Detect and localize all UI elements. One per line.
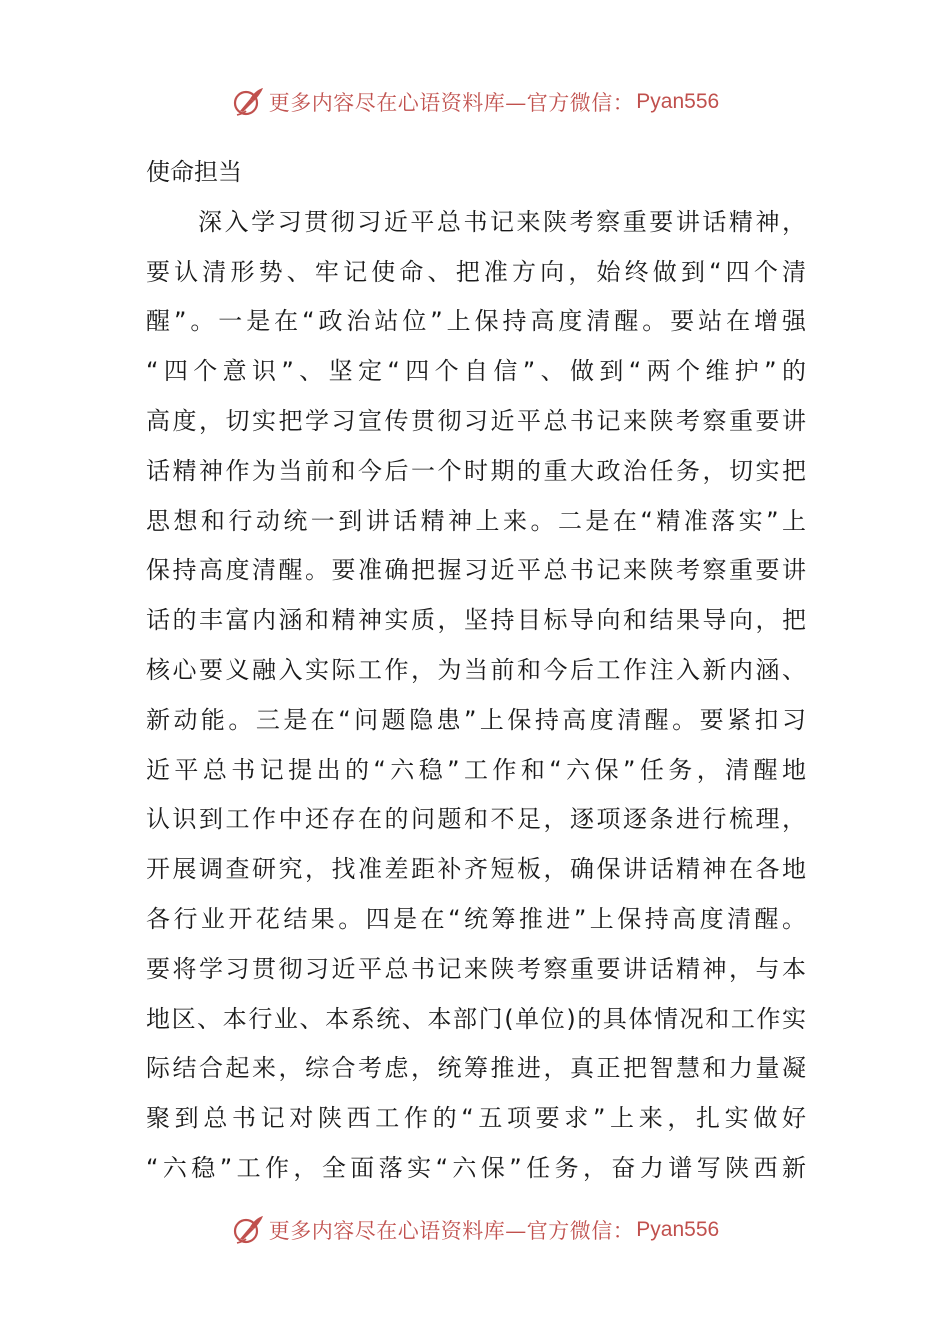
paragraph-line: 保持高度清醒。要准确把握习近平总书记来陕考察重要讲 (146, 556, 806, 585)
paragraph-line: “四个意识”、坚定“四个自信”、做到“两个维护”的 (146, 357, 806, 386)
section-heading-fragment: 使命担当 (146, 158, 242, 186)
watermark-wechat-id: Pyan556 (636, 1218, 720, 1241)
paragraph-line: 深入学习贯彻习近平总书记来陕考察重要讲话精神， (198, 207, 806, 236)
paragraph-line: 思想和行动统一到讲话精神上来。二是在“精准落实”上 (146, 506, 806, 535)
watermark-wechat-id: Pyan556 (636, 90, 720, 113)
document-body (146, 148, 806, 1194)
paragraph-line: 要将学习贯彻习近平总书记来陕考察重要讲话精神，与本 (146, 954, 806, 983)
paragraph-line: 核心要义融入实际工作，为当前和今后工作注入新内涵、 (146, 655, 806, 684)
paragraph-line: 认识到工作中还存在的问题和不足，逐项逐条进行梳理， (146, 805, 806, 834)
paragraph-line: 际结合起来，综合考虑，统筹推进，真正把智慧和力量凝 (146, 1054, 806, 1083)
quill-pen-logo-icon (231, 1213, 265, 1247)
footer-watermark (0, 1210, 950, 1250)
paragraph-line: “六稳”工作，全面落实“六保”任务，奋力谱写陕西新 (146, 1153, 806, 1182)
paragraph-line: 开展调查研究，找准差距补齐短板，确保讲话精神在各地 (146, 855, 806, 884)
paragraph-line: 话的丰富内涵和精神实质，坚持目标导向和结果导向，把 (146, 606, 806, 635)
paragraph-line: 醒”。一是在“政治站位”上保持高度清醒。要站在增强 (146, 307, 806, 336)
paragraph-line: 地区、本行业、本系统、本部门(单位)的具体情况和工作实 (146, 1004, 806, 1033)
paragraph-line: 聚到总书记对陕西工作的“五项要求”上来，扎实做好 (146, 1104, 806, 1133)
paragraph-line: 要认清形势、牢记使命、把准方向，始终做到“四个清 (146, 257, 806, 286)
paragraph-line: 话精神作为当前和今后一个时期的重大政治任务，切实把 (146, 456, 806, 485)
paragraph-line: 各行业开花结果。四是在“统筹推进”上保持高度清醒。 (146, 904, 806, 933)
watermark-text: 更多内容尽在心语资料库—官方微信： (268, 1219, 635, 1243)
quill-pen-logo-icon (231, 85, 265, 119)
watermark-text: 更多内容尽在心语资料库—官方微信： (268, 91, 635, 115)
paragraph-line: 近平总书记提出的“六稳”工作和“六保”任务，清醒地 (146, 755, 806, 784)
header-watermark (0, 82, 950, 122)
paragraph-line: 高度，切实把学习宣传贯彻习近平总书记来陕考察重要讲 (146, 406, 806, 435)
paragraph-line: 新动能。三是在“问题隐患”上保持高度清醒。要紧扣习 (146, 705, 806, 734)
